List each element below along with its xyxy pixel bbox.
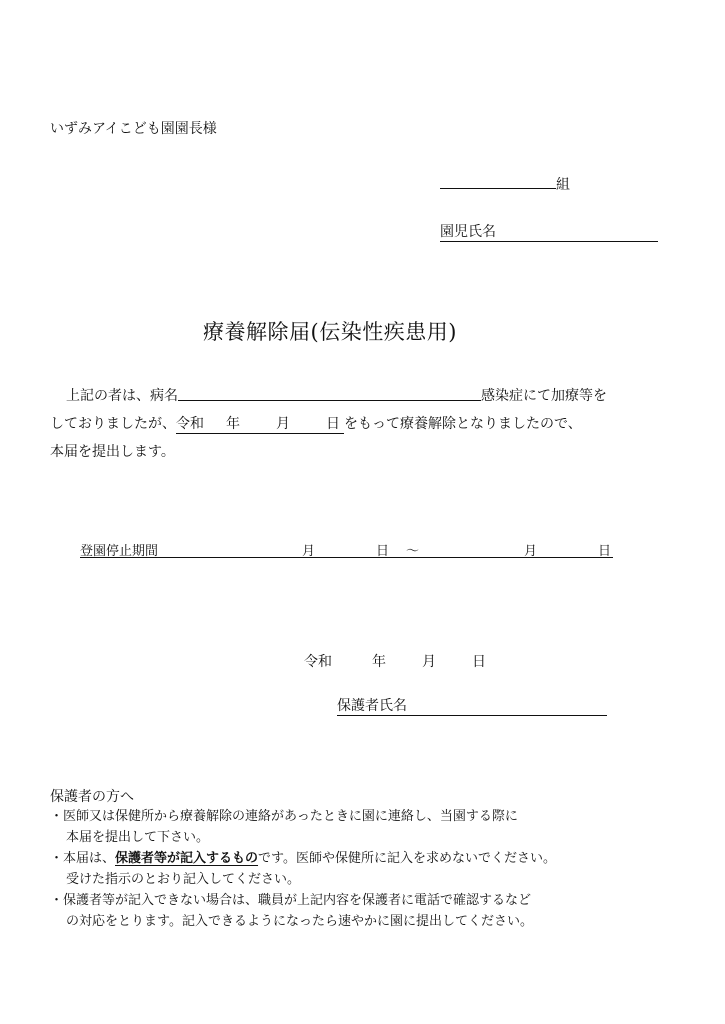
submission-date[interactable]: [304, 651, 486, 671]
body-line-1: [66, 385, 607, 405]
class-field[interactable]: [440, 170, 570, 194]
note-3-line-1: ・保護者等が記入できない場合は、職員が上記内容を保護者に電話で確認するなど: [50, 893, 532, 908]
guardian-name-field[interactable]: [337, 695, 607, 716]
note-2-prefix: ・本届は、: [50, 851, 116, 866]
addressee: いずみアイこども園園長様: [50, 121, 217, 137]
submission-date-era: 令和: [304, 654, 332, 670]
notes-heading: 保護者の方へ: [50, 789, 134, 805]
suspension-from-month: 月: [302, 544, 316, 559]
release-date-year: 年: [226, 416, 240, 432]
note-1-line-2: 本届を提出して下さい。: [66, 830, 210, 845]
note-2-line-1: [50, 848, 556, 869]
release-date-month: 月: [276, 416, 290, 432]
note-2-line-2: 受けた指示のとおり記入してください。: [66, 872, 301, 887]
body-line-1-prefix: 上記の者は、病名: [66, 388, 178, 404]
body-line-1-suffix: 感染症にて加療等を: [481, 388, 607, 404]
suspension-period-label: 登園停止期間: [80, 544, 159, 559]
guardian-name-label: 保護者氏名: [337, 698, 407, 714]
document-title: 療養解除届(伝染性疾患用): [203, 320, 457, 344]
release-date-field[interactable]: [176, 413, 344, 434]
submission-date-day: 日: [472, 654, 486, 670]
note-2-emphasis: 保護者等が記入するもの: [115, 851, 259, 866]
submission-date-year: 年: [372, 654, 386, 670]
notes-list: [50, 806, 556, 932]
body-line-3: 本届を提出します。: [50, 444, 175, 460]
child-name-label: 園児氏名: [440, 224, 496, 240]
suspension-period-field[interactable]: [80, 540, 613, 558]
class-suffix: 組: [556, 177, 570, 193]
note-1-line-1: ・医師又は保健所から療養解除の連絡があったときに園に連絡し、当園する際に: [50, 809, 518, 824]
disease-name-blank[interactable]: [178, 385, 481, 401]
body-line-2: [50, 413, 582, 434]
class-blank[interactable]: [440, 170, 556, 189]
body-line-2-suffix: をもって療養解除となりましたので、: [344, 416, 582, 432]
suspension-from-day: 日: [376, 544, 390, 559]
suspension-tilde: 〜: [406, 544, 420, 559]
suspension-to-month: 月: [524, 544, 538, 559]
suspension-to-day: 日: [598, 544, 612, 559]
release-date-era: 令和: [176, 416, 204, 432]
child-name-field[interactable]: [440, 221, 658, 242]
submission-date-month: 月: [422, 654, 436, 670]
note-2-suffix: です。医師や保健所に記入を求めないでください。: [258, 851, 556, 866]
note-3-line-2: の対応をとります。記入できるようになったら速やかに園に提出してください。: [66, 914, 533, 929]
release-date-day: 日: [326, 416, 340, 432]
body-line-2-prefix: しておりましたが、: [50, 416, 176, 432]
